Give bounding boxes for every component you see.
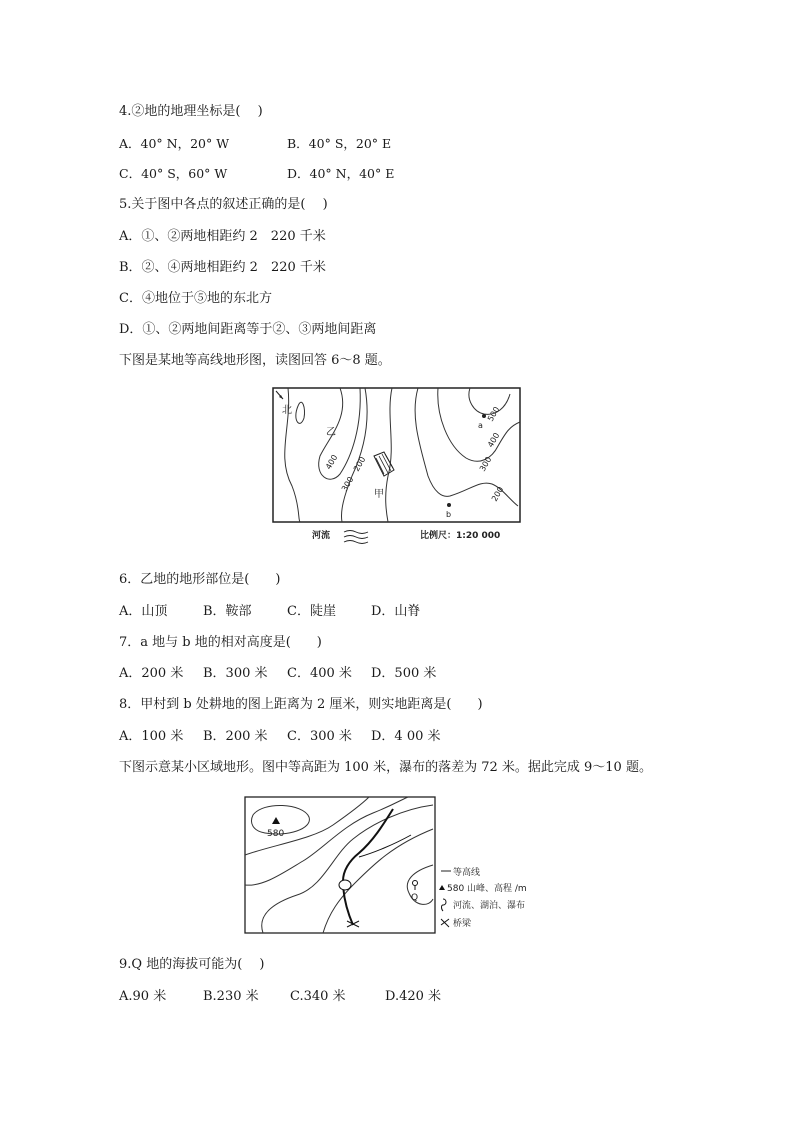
q4-option-b: B．40° S，20° E <box>287 136 392 151</box>
contour-label-500: 500 <box>485 405 502 423</box>
q7-option-b: B．300 米 <box>203 666 268 681</box>
legend-contour: 等高线 <box>453 868 481 878</box>
legend-river: 河流、湖泊、瀑布 <box>453 901 526 911</box>
river-path <box>343 809 393 925</box>
map1-label-yi: 乙 <box>326 427 336 438</box>
q7-stem: 7．a 地与 b 地的相对高度是( ) <box>119 635 322 650</box>
q6-option-a: A．山顶 <box>119 604 168 619</box>
q9-option-a: A.90 米 <box>119 989 167 1004</box>
q5-option-c: C．④地位于⑤地的东北方 <box>119 291 272 306</box>
map1-frame <box>273 388 520 522</box>
contour-label-400-west: 400 <box>323 453 340 471</box>
point-q-label: Q <box>411 893 419 903</box>
peak-icon <box>272 817 280 824</box>
q9-stem: 9.Q 地的海拔可能为( ) <box>119 957 265 972</box>
contour-label-300-west: 300 <box>339 475 356 493</box>
river-legend-label: 河流 <box>312 531 331 541</box>
q6-stem: 6．乙地的地形部位是( ) <box>119 572 281 587</box>
contour-label-300-east: 300 <box>477 455 494 473</box>
contour-hilltop <box>296 402 305 423</box>
contour-map-1 <box>270 386 526 546</box>
q7-option-d: D．500 米 <box>371 666 437 681</box>
q5-stem: 5.关于图中各点的叙述正确的是( ) <box>119 197 328 212</box>
q7-option-a: A．200 米 <box>119 666 184 681</box>
contour-map-2 <box>243 795 553 940</box>
north-arrow-icon <box>276 391 283 399</box>
q8-stem: 8．甲村到 b 处耕地的图上距离为 2 厘米，则实地距离是( ) <box>119 697 483 712</box>
q4-option-a: A．40° N，20° W <box>119 136 230 151</box>
q8-option-a: A．100 米 <box>119 729 184 744</box>
map1-north-label: 北 <box>282 405 292 416</box>
q4-option-d: D．40° N，40° E <box>287 166 395 181</box>
map1-scale: 比例尺：1:20 000 <box>420 531 501 541</box>
q8-option-c: C．300 米 <box>287 729 352 744</box>
intro-map1: 下图是某地等高线地形图，读图回答 6～8 题。 <box>119 353 391 368</box>
lake-icon <box>339 880 351 890</box>
q6-option-c: C．陡崖 <box>287 604 336 619</box>
legend-peak: 580 山峰、高程 /m <box>447 884 527 894</box>
intro-map2: 下图示意某小区域地形。图中等高距为 100 米，瀑布的落差为 72 米。据此完成 9～10 题。 <box>119 760 652 775</box>
q9-option-b: B.230 米 <box>203 989 259 1004</box>
q5-option-a: A．①、②两地相距约 2 220 千米 <box>119 229 326 244</box>
point-q-icon <box>413 881 418 891</box>
map1-label-b: b <box>446 510 452 519</box>
river-legend-icon <box>344 531 368 544</box>
legend-bridge-icon <box>441 919 449 927</box>
q6-option-b: B．鞍部 <box>203 604 252 619</box>
q4-stem: 4.②地的地理坐标是( ) <box>119 104 263 119</box>
map2-frame <box>245 797 435 933</box>
q8-option-b: B．200 米 <box>203 729 268 744</box>
map1-label-jia: 甲 <box>374 489 384 500</box>
q5-option-b: B．②、④两地相距约 2 220 千米 <box>119 260 326 275</box>
q6-option-d: D．山脊 <box>371 604 421 619</box>
contour-label-200-west: 200 <box>351 455 368 473</box>
q4-option-c: C．40° S，60° W <box>119 166 228 181</box>
peak-elevation: 580 <box>267 829 285 839</box>
bridge-icon <box>347 921 359 927</box>
map1-label-a: a <box>478 421 483 430</box>
q9-option-d: D.420 米 <box>385 989 442 1004</box>
legend-peak-icon <box>439 885 445 890</box>
q7-option-c: C．400 米 <box>287 666 352 681</box>
legend-river-icon <box>442 899 447 911</box>
q5-option-d: D．①、②两地间距离等于②、③两地间距离 <box>119 322 377 337</box>
q9-option-c: C.340 米 <box>290 989 346 1004</box>
point-b-marker <box>447 503 451 507</box>
contour-label-400-east: 400 <box>485 431 502 449</box>
point-a-marker <box>482 414 486 418</box>
q8-option-d: D．4 00 米 <box>371 729 441 744</box>
legend-bridge: 桥梁 <box>453 919 472 929</box>
contour-label-200-east: 200 <box>489 485 506 503</box>
